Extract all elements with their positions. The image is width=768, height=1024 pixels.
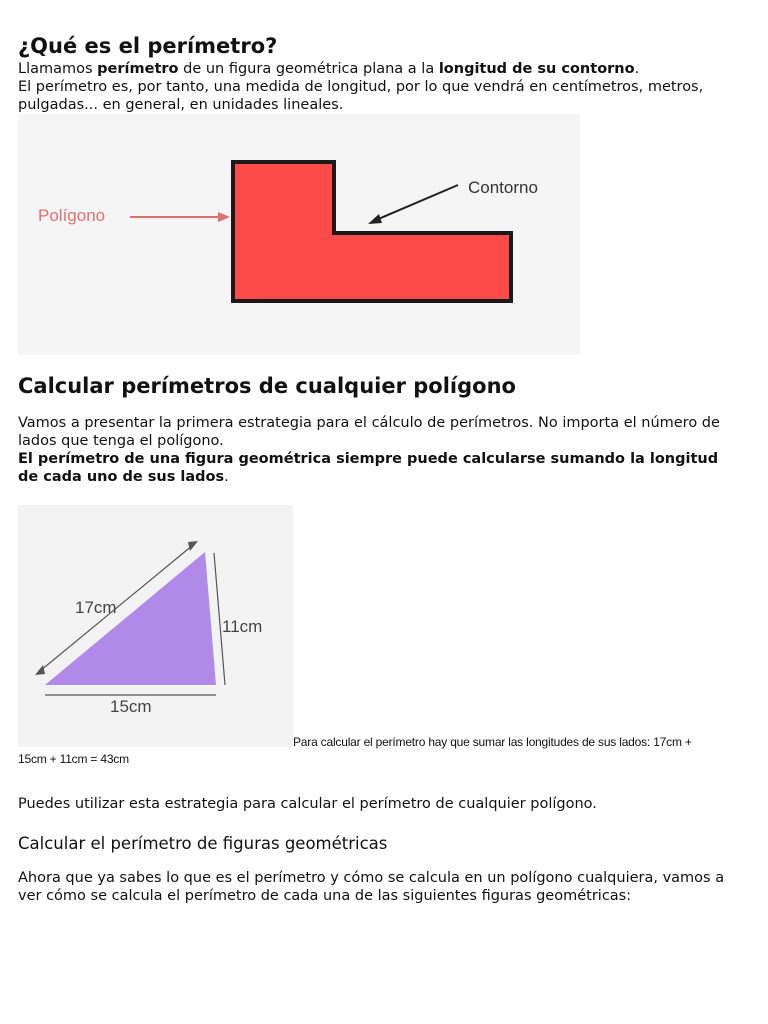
paragraph-definicion bbox=[18, 60, 738, 114]
bold-longitud-contorno: longitud de su contorno bbox=[438, 61, 635, 77]
label-side-15cm: 15cm bbox=[110, 697, 152, 716]
label-side-11cm: 11cm bbox=[222, 617, 263, 636]
measure-arrow-end bbox=[188, 541, 198, 551]
triangle-diagram bbox=[18, 505, 293, 747]
heading-calcular-perimetros: Calcular perímetros de cualquier polígono bbox=[18, 374, 516, 398]
figure-triangle bbox=[18, 505, 293, 747]
bold-perimetro: perímetro bbox=[97, 61, 179, 77]
text-segment: Vamos a presentar la primera estrategia para el cálculo de perímetros. No importa el número de lados que tenga el polígono. bbox=[18, 415, 720, 449]
paragraph-estrategia bbox=[18, 414, 738, 486]
caption-line-1: Para calcular el perímetro hay que sumar las longitudes de sus lados: 17cm + bbox=[293, 735, 692, 749]
text-segment: de un figura geométrica plana a la bbox=[178, 61, 439, 77]
measure-arrow-start bbox=[35, 665, 45, 675]
bold-regla-suma-lados: El perímetro de una figura geométrica siempre puede calcularse sumando la longitud de cada uno de sus lados bbox=[18, 451, 719, 485]
paragraph-introduccion-figuras: Ahora que ya sabes lo que es el perímetro y cómo se calcula en un polígono cualquiera, vamos a ver cómo se calcula el perímetro de cada una de las siguientes figuras geométricas: bbox=[18, 870, 725, 904]
paragraph-cualquier-poligono: Puedes utilizar esta estrategia para calcular el perímetro de cualquier polígono. bbox=[18, 796, 597, 812]
label-contorno: Contorno bbox=[468, 178, 538, 197]
arrow-line-contorno bbox=[376, 185, 458, 220]
figure-polygon-contour bbox=[18, 114, 580, 355]
text-segment: . bbox=[634, 61, 640, 77]
arrowhead-contorno bbox=[368, 214, 382, 224]
heading-que-es-perimetro: ¿Qué es el perímetro? bbox=[18, 34, 278, 58]
heading-figuras-geometricas: Calcular el perímetro de figuras geométricas bbox=[18, 834, 388, 853]
caption-line-2: 15cm + 11cm = 43cm bbox=[18, 752, 129, 766]
purple-triangle bbox=[45, 552, 216, 685]
label-side-17cm: 17cm bbox=[75, 598, 117, 617]
label-poligono: Polígono bbox=[38, 206, 106, 225]
text-segment: Llamamos bbox=[18, 61, 98, 77]
triangle-caption bbox=[18, 734, 733, 768]
arrowhead-poligono bbox=[218, 212, 230, 222]
text-segment: El perímetro es, por tanto, una medida de longitud, por lo que vendrá en centímetros, metros, pulgadas... en general, en unidades lineales. bbox=[18, 79, 704, 113]
polygon-diagram bbox=[18, 114, 580, 355]
text-segment: . bbox=[224, 469, 229, 485]
